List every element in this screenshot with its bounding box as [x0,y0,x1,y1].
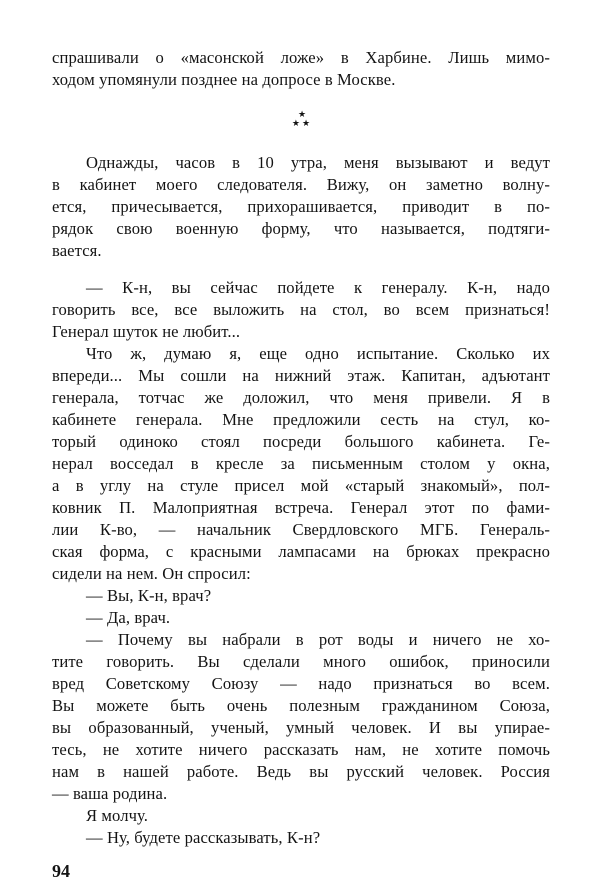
paragraph-first-line: — К-н, вы сейчас пойдете к генералу. К-н, надо [86,278,550,297]
section-separator-stars [291,110,313,130]
text-line: нерал восседал в кресле за письменным столом у окна, [52,454,550,473]
paragraph-first-line: — Почему вы набрали в рот воды и ничего не хо- [86,630,550,649]
star-icon-pair: ★★ [291,118,313,128]
text-line: говорить все, все выложить на стол, во всем признаться! [52,300,550,319]
dialogue-line: — Вы, К-н, врач? [86,586,212,605]
text-line: ская форма, с красными лампасами на брюках прекрасно [52,542,550,561]
text-line: сидели на нем. Он спросил: [52,564,251,583]
text-line: Генерал шуток не любит... [52,322,241,341]
dialogue-line: — Ну, будете рассказывать, К-н? [86,828,321,847]
dialogue-line: Я молчу. [86,806,149,825]
text-line: тите говорить. Вы сделали много ошибок, приносили [52,652,550,671]
text-line: рядок свою военную форму, что называется, подтяги- [52,219,550,238]
dialogue-line: — Да, врач. [86,608,171,627]
text-line: спрашивали о «масонской ложе» в Харбине. Лишь мимо- [52,48,550,67]
text-line: генерала, тотчас же доложил, что меня привели. Я в [52,388,550,407]
paragraph-first-line: Однажды, часов в 10 утра, меня вызывают и ведут [86,153,550,172]
text-line: кабинете генерала. Мне предложили сесть на стул, ко- [52,410,550,429]
paragraph-first-line: Что ж, думаю я, еще одно испытание. Сколько их [86,344,550,363]
star-icon: ★ [297,109,307,119]
text-line: а в углу на стуле присел мой «старый знакомый», пол- [52,476,550,495]
text-line: тесь, не хотите ничего рассказать нам, не хотите помочь [52,740,550,759]
text-line: ковник П. Малоприятная встреча. Генерал этот по фами- [52,498,550,517]
text-line: Вы можете быть очень полезным гражданином Союза, [52,696,550,715]
text-line: вается. [52,241,102,260]
text-line: торый одиноко стоял посреди большого кабинета. Ге- [52,432,550,451]
text-line: в кабинет моего следователя. Вижу, он заметно волну- [52,175,550,194]
text-line: нам в нашей работе. Ведь вы русский человек. Россия [52,762,550,781]
text-line: лии К-во, — начальник Свердловского МГБ. Генераль- [52,520,550,539]
text-line: впереди... Мы сошли на нижний этаж. Капитан, адъютант [52,366,550,385]
text-line: вред Советскому Союзу — надо признаться во всем. [52,674,550,693]
text-line: ется, причесывается, прихорашивается, приводит в по- [52,197,550,216]
text-line: ходом упомянули позднее на допросе в Москве. [52,70,396,89]
text-line: — ваша родина. [52,784,168,803]
text-line: вы образованный, ученый, умный человек. И вы упирае- [52,718,550,737]
page-number: 94 [52,861,70,881]
